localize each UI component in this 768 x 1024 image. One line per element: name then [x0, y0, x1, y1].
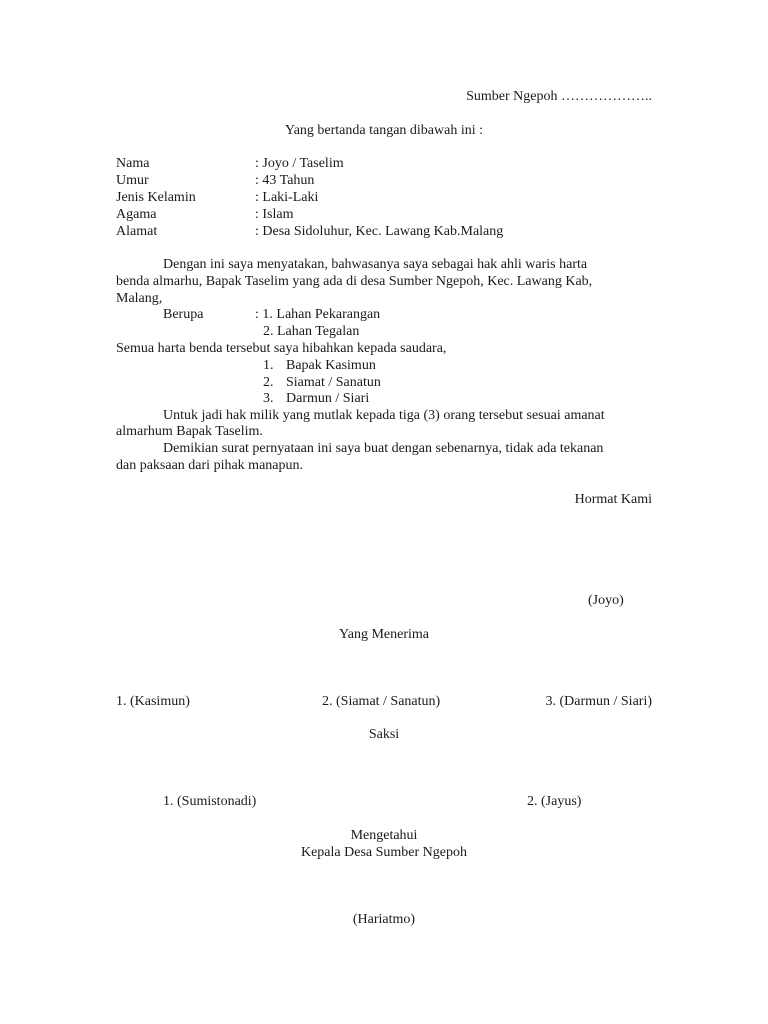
asset-item-1: : 1. Lahan Pekarangan	[255, 307, 381, 322]
recipient-name: Darmun / Siari	[286, 391, 370, 406]
identity-label: Jenis Kelamin	[116, 190, 196, 205]
receivers-heading: Yang Menerima	[339, 627, 429, 642]
intro-line: Yang bertanda tangan dibawah ini :	[284, 123, 484, 138]
recipient-number: 1.	[263, 358, 274, 373]
purpose-line-2: almarhum Bapak Taselim.	[116, 424, 263, 439]
statement-line-2: benda almarhu, Bapak Taselim yang ada di desa Sumber Ngepoh, Kec. Lawang Kab,	[116, 274, 593, 289]
village-head-title: Kepala Desa Sumber Ngepoh	[300, 845, 467, 860]
identity-value: : Joyo / Taselim	[255, 156, 344, 171]
assets-label: Berupa	[163, 307, 204, 322]
recipient-name: Siamat / Sanatun	[286, 375, 381, 390]
asset-item-2: 2. Lahan Tegalan	[263, 324, 360, 339]
purpose-line-1: Untuk jadi hak milik yang mutlak kepada tiga (3) orang tersebut sesuai amanat	[163, 408, 605, 423]
identity-label: Alamat	[116, 224, 158, 239]
identity-value: : Islam	[255, 207, 294, 222]
receiver-signature: 3. (Darmun / Siari)	[545, 694, 652, 709]
recipient-name: Bapak Kasimun	[286, 358, 376, 373]
acknowledge-heading: Mengetahui	[350, 828, 418, 843]
place-date: Sumber Ngepoh ………………..	[466, 89, 652, 104]
signer-name: (Joyo)	[588, 593, 624, 608]
recipient-number: 3.	[263, 391, 274, 406]
identity-value: : Laki-Laki	[255, 190, 319, 205]
identity-value: : 43 Tahun	[255, 173, 315, 188]
grant-line: Semua harta benda tersebut saya hibahkan kepada saudara,	[116, 341, 447, 356]
closing-line-1: Demikian surat pernyataan ini saya buat dengan sebenarnya, tidak ada tekanan	[163, 441, 604, 456]
statement-line-1: Dengan ini saya menyatakan, bahwasanya saya sebagai hak ahli waris harta	[163, 257, 588, 272]
identity-label: Umur	[116, 173, 149, 188]
identity-label: Nama	[116, 156, 150, 171]
statement-line-3: Malang,	[116, 291, 163, 306]
recipient-number: 2.	[263, 375, 274, 390]
closing-line-2: dan paksaan dari pihak manapun.	[116, 458, 303, 473]
village-head-signer: (Hariatmo)	[352, 912, 416, 927]
witness-signature: 1. (Sumistonadi)	[163, 794, 257, 809]
receiver-signature: 2. (Siamat / Sanatun)	[322, 694, 441, 709]
identity-label: Agama	[116, 207, 157, 222]
regards: Hormat Kami	[574, 492, 652, 507]
witness-signature: 2. (Jayus)	[527, 794, 582, 809]
receiver-signature: 1. (Kasimun)	[116, 694, 190, 709]
identity-value: : Desa Sidoluhur, Kec. Lawang Kab.Malang	[255, 224, 504, 239]
witness-heading: Saksi	[368, 727, 400, 742]
